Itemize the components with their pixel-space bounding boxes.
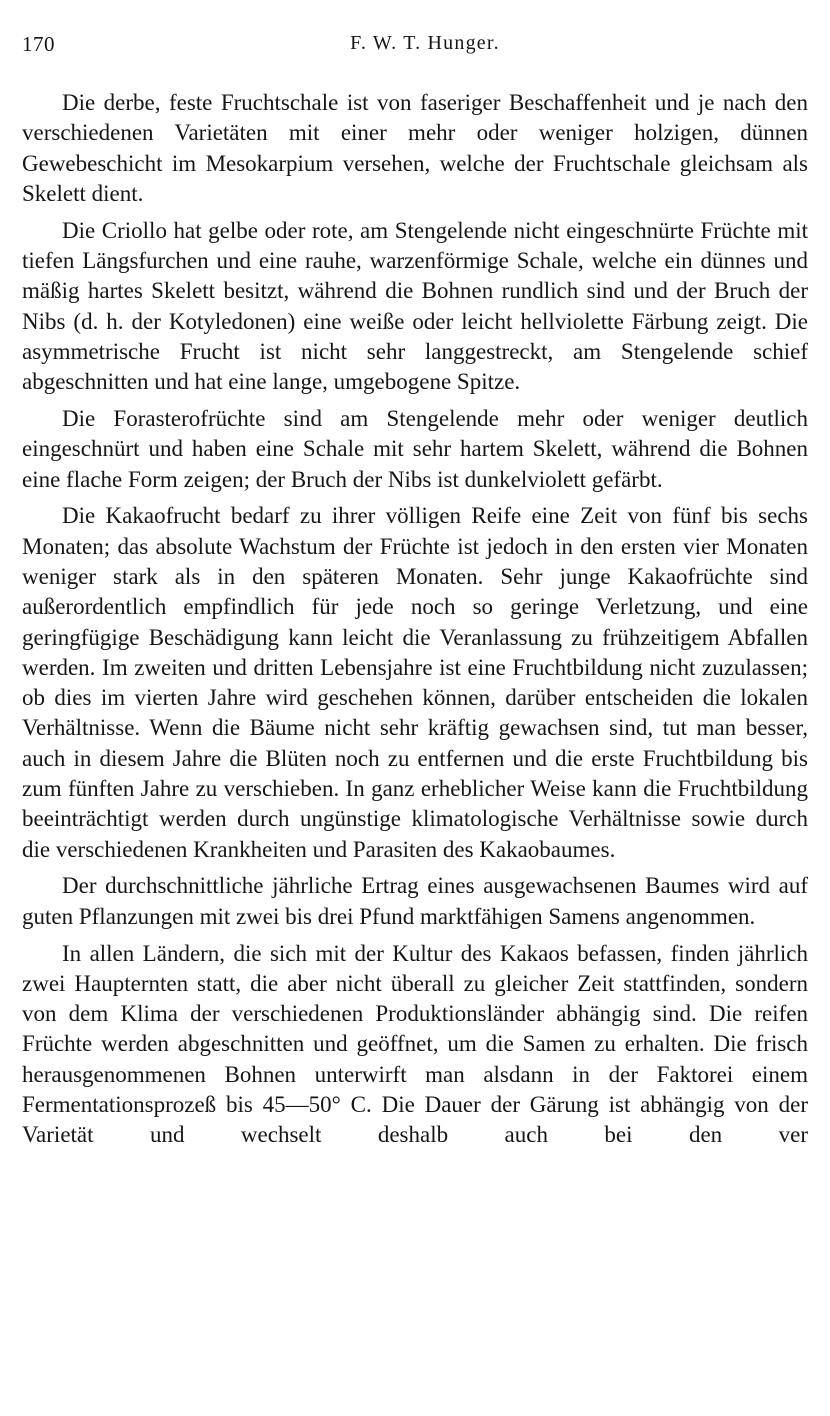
paragraph-forastero: Die Forasterofrüchte sind am Stengelende mehr oder weniger deutlich eingeschnürt und haben eine Schale mit sehr hartem Skelett, während die Bohnen eine flache Form zeigen; der Bruch der Nibs ist dunkelviolett gefärbt. (22, 405, 808, 492)
paragraph-fruit-shell: Die derbe, feste Fruchtschale ist von faseriger Beschaffenheit und je nach den verschiedenen Varietäten mit einer mehr oder weniger holzigen, dünnen Gewebeschicht im Mesokarpium versehen, welche der Fruchtschale gleichsam als Skelett dient. (22, 90, 808, 206)
running-title: F. W. T. Hunger. (350, 32, 500, 54)
paragraph-yield: Der durchschnittliche jährliche Ertrag eines ausgewachsenen Baumes wird auf guten Pflanzungen mit zwei bis drei Pfund marktfähigen Samens angenommen. (22, 873, 808, 929)
page-header (22, 32, 808, 62)
paragraph-criollo: Die Criollo hat gelbe oder rote, am Stengelende nicht eingeschnürte Früchte mit tiefen Längsfurchen und eine rauhe, warzenförmige Schale, welche ein dünnes und mäßig hartes Skelett besitzt, während die Bohnen rundlich sind und der Bruch der Nibs (d. h. der Kotyledonen) eine weiße oder leicht hellviolette Färbung zeigt. Die asymmetrische Frucht ist nicht sehr langgestreckt, am Stengelende schief abgeschnitten und hat eine lange, umgebogene Spitze. (22, 217, 808, 395)
body-text (22, 88, 808, 1157)
paragraph-ripening: Die Kakaofrucht bedarf zu ihrer völligen Reife eine Zeit von fünf bis sechs Monaten; das absolute Wachstum der Früchte ist jedoch in den ersten vier Monaten weniger stark als in den späteren Monaten. Sehr junge Kakaofrüchte sind außerordentlich empfindlich für jede noch so geringe Verletzung, und eine geringfügige Beschädigung kann leicht die Veranlassung zu frühzeitigem Abfallen werden. Im zweiten und dritten Lebensjahre ist eine Fruchtbildung nicht zuzulassen; ob dies im vierten Jahre wird geschehen können, darüber entscheiden die lokalen Verhältnisse. Wenn die Bäume nicht sehr kräftig gewachsen sind, tut man besser, auch in diesem Jahre die Blüten noch zu entfernen und die erste Fruchtbildung bis zum fünften Jahre zu verschieben. In ganz erheblicher Weise kann die Fruchtbildung beeinträchtigt werden durch ungünstige klimatologische Verhältnisse sowie durch die verschiedenen Krankheiten und Parasiten des Kakaobaumes. (22, 503, 808, 862)
paragraph-harvest: In allen Ländern, die sich mit der Kultur des Kakaos befassen, finden jährlich zwei Haupternten statt, die aber nicht überall zu gleicher Zeit stattfinden, sondern von dem Klima der verschiedenen Produktionsländer abhängig sind. Die reifen Früchte werden abgeschnitten und geöffnet, um die Samen zu erhalten. Die frisch herausgenommenen Bohnen unterwirft man alsdann in der Faktorei einem Fermentationsprozeß bis 45—50° C. Die Dauer der Gärung ist abhängig von der Varietät und wechselt deshalb auch bei den ver (22, 940, 808, 1148)
page-number: 170 (22, 32, 55, 56)
